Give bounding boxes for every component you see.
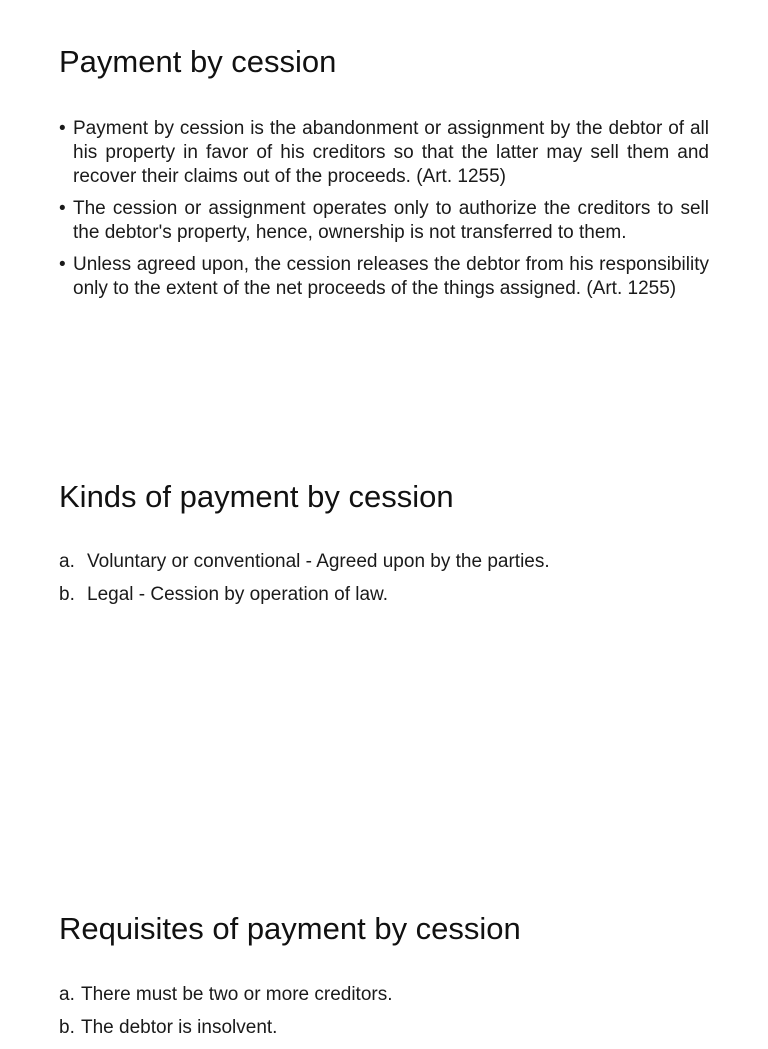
bullet-text: The cession or assignment operates only to authorize the creditors to sell the debtor's property, hence, ownership is not transferred to them.	[73, 198, 709, 243]
bullet-item	[59, 253, 709, 301]
bullet-text: Payment by cession is the abandonment or assignment by the debtor of all his property in favor of his creditors so that the latter may sell them and recover their claims out of the proceeds. (Art. 1255)	[73, 118, 709, 187]
bullet-marker: •	[59, 198, 66, 219]
bullet-marker: •	[59, 254, 66, 275]
list-marker: b.	[59, 1017, 75, 1038]
list-item	[59, 583, 709, 607]
list-marker: a.	[59, 551, 75, 572]
list-item-text: Voluntary or conventional - Agreed upon by the parties.	[87, 551, 550, 572]
list-item-text: Legal - Cession by operation of law.	[87, 584, 389, 605]
lettered-list	[59, 983, 709, 1049]
bullet-list	[59, 117, 709, 309]
bullet-text: Unless agreed upon, the cession releases the debtor from his responsibility only to the extent of the net proceeds of the things assigned. (Art. 1255)	[73, 254, 709, 299]
lettered-list	[59, 550, 709, 616]
bullet-item	[59, 197, 709, 245]
bullet-marker: •	[59, 118, 66, 139]
list-item-text: There must be two or more creditors.	[81, 984, 393, 1005]
slide-title: Payment by cession	[59, 44, 337, 79]
slide-title: Kinds of payment by cession	[59, 479, 454, 514]
list-item	[59, 983, 709, 1007]
list-item	[59, 550, 709, 574]
list-marker: b.	[59, 584, 75, 605]
list-item-text: The debtor is insolvent.	[81, 1017, 278, 1038]
list-item	[59, 1016, 709, 1040]
bullet-item	[59, 117, 709, 189]
list-marker: a.	[59, 984, 75, 1005]
slide-title: Requisites of payment by cession	[59, 911, 521, 946]
